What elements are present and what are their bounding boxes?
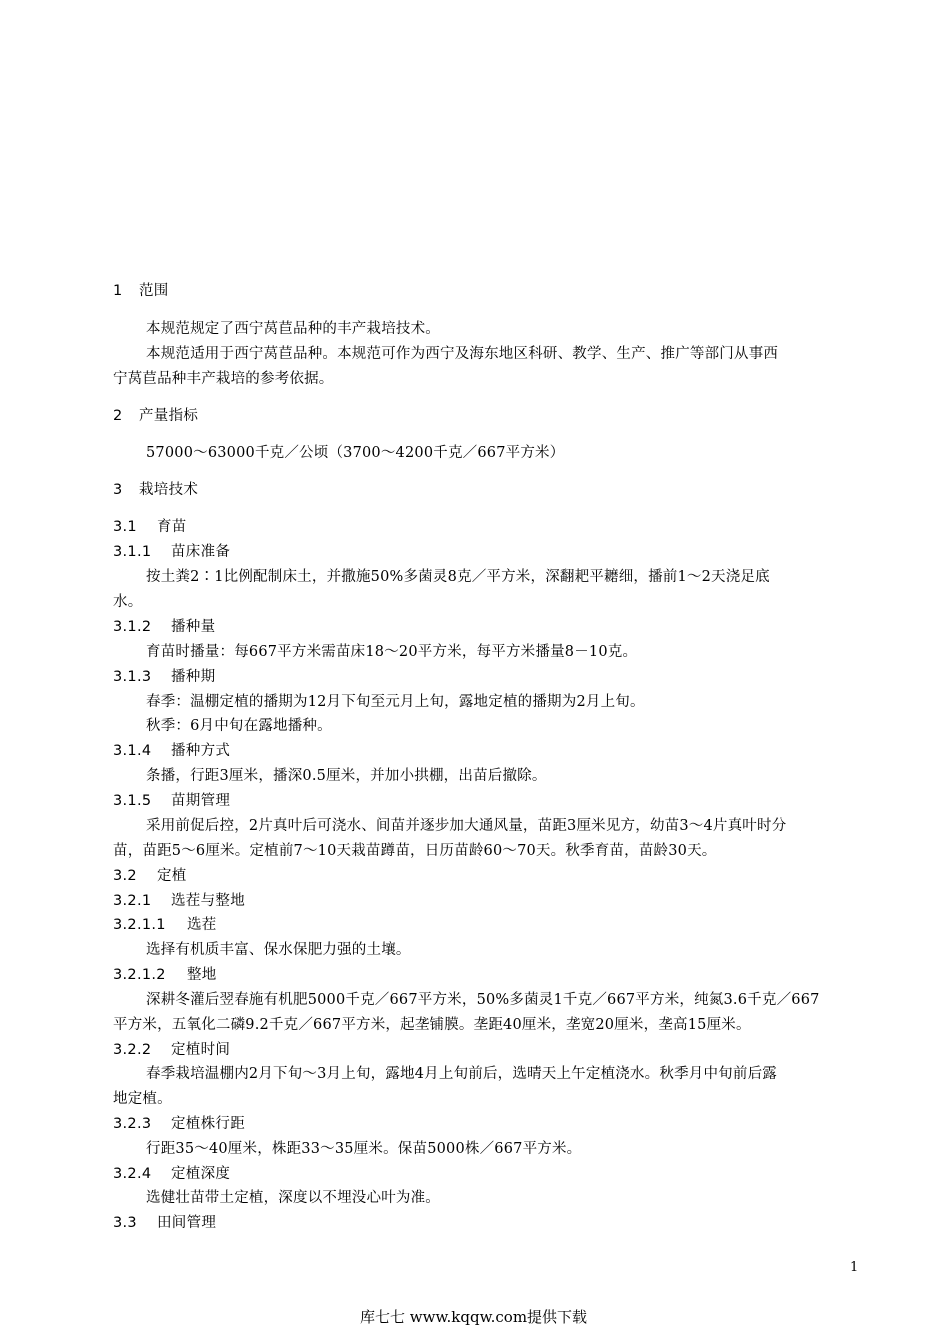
heading-title: 栽培技术	[139, 482, 199, 498]
paragraph: 育苗时播量：每667平方米需苗床18～20平方米，每平方米播量8－10克。	[146, 644, 638, 660]
heading-number: 3.1.5	[113, 793, 152, 809]
paragraph: 选健壮苗带土定植，深度以不埋没心叶为准。	[146, 1190, 440, 1206]
heading-title: 产量指标	[139, 408, 199, 424]
paragraph: 春季：温棚定植的播期为12月下旬至元月上旬，露地定植的播期为2月上旬。	[146, 694, 645, 710]
heading-3-1	[113, 515, 187, 536]
heading-3-1-2	[113, 615, 215, 636]
heading-number: 3.3	[113, 1215, 137, 1231]
heading-title: 苗床准备	[171, 544, 231, 560]
heading-3-2-1-1	[113, 913, 217, 934]
footer-download-note: 库七七 www.kqqw.com提供下载	[360, 1308, 588, 1326]
paragraph-continuation: 苗，苗距5～6厘米。定植前7～10天栽苗蹲苗，日历苗龄60～70天。秋季育苗，苗龄30天。	[113, 843, 717, 859]
heading-number: 2	[113, 408, 123, 424]
heading-number: 3.2.1.2	[113, 967, 166, 983]
paragraph: 选择有机质丰富、保水保肥力强的土壤。	[146, 942, 411, 958]
heading-3-2-2	[113, 1038, 230, 1059]
paragraph-continuation: 水。	[113, 594, 143, 610]
paragraph: 深耕冬灌后翌春施有机肥5000千克／667平方米，50%多菌灵1千克／667平方米，纯氮3.6千克／667	[146, 992, 820, 1008]
heading-3-1-1	[113, 540, 230, 561]
paragraph: 秋季：6月中旬在露地播种。	[146, 718, 332, 734]
heading-title: 选茬与整地	[171, 893, 245, 909]
heading-3-2-3	[113, 1112, 245, 1133]
heading-number: 3.2.3	[113, 1116, 152, 1132]
heading-number: 3.1.3	[113, 669, 152, 685]
heading-3-2	[113, 864, 187, 885]
heading-number: 1	[113, 283, 123, 299]
paragraph: 行距35～40厘米，株距33～35厘米。保苗5000株／667平方米。	[146, 1141, 582, 1157]
heading-title: 播种期	[171, 669, 216, 685]
paragraph: 本规范规定了西宁莴苣品种的丰产栽培技术。	[146, 321, 440, 337]
paragraph-continuation: 地定植。	[113, 1091, 172, 1107]
heading-title: 整地	[187, 967, 217, 983]
heading-number: 3.2	[113, 868, 137, 884]
heading-title: 选茬	[187, 917, 217, 933]
heading-3-1-3	[113, 665, 215, 686]
heading-number: 3	[113, 482, 123, 498]
heading-number: 3.1	[113, 519, 137, 535]
heading-title: 田间管理	[157, 1215, 217, 1231]
heading-3-3	[113, 1211, 216, 1232]
paragraph: 按土粪2∶1比例配制床土，并撒施50%多菌灵8克／平方米，深翻耙平耱细，播前1～2天浇足底	[146, 569, 770, 585]
heading-3-2-1-2	[113, 963, 217, 984]
heading-title: 苗期管理	[171, 793, 231, 809]
heading-number: 3.2.2	[113, 1042, 152, 1058]
heading-number: 3.2.1.1	[113, 917, 166, 933]
paragraph: 采用前促后控，2片真叶后可浇水、间苗并逐步加大通风量，苗距3厘米见方，幼苗3～4片真叶时分	[146, 818, 787, 834]
heading-title: 播种方式	[171, 743, 231, 759]
page-number: 1	[850, 1260, 859, 1275]
paragraph-continuation: 宁莴苣品种丰产栽培的参考依据。	[113, 371, 334, 387]
heading-number: 3.1.2	[113, 619, 152, 635]
heading-title: 播种量	[171, 619, 216, 635]
heading-title: 育苗	[157, 519, 187, 535]
heading-title: 定植	[157, 868, 187, 884]
paragraph: 本规范适用于西宁莴苣品种。本规范可作为西宁及海东地区科研、教学、生产、推广等部门从事西	[146, 346, 779, 362]
heading-3-2-1	[113, 889, 245, 910]
heading-1	[113, 279, 169, 300]
heading-title: 定植深度	[171, 1166, 231, 1182]
heading-3	[113, 478, 198, 499]
paragraph: 条播，行距3厘米，播深0.5厘米，并加小拱棚，出苗后撤除。	[146, 768, 547, 784]
paragraph-continuation: 平方米，五氧化二磷9.2千克／667平方米，起垄铺膜。垄距40厘米，垄宽20厘米，垄高15厘米。	[113, 1017, 751, 1033]
heading-title: 定植时间	[171, 1042, 231, 1058]
heading-3-2-4	[113, 1162, 230, 1183]
heading-2	[113, 404, 198, 425]
heading-title: 定植株行距	[171, 1116, 245, 1132]
heading-title: 范围	[139, 283, 169, 299]
heading-3-1-5	[113, 789, 230, 810]
heading-number: 3.1.4	[113, 743, 152, 759]
heading-number: 3.1.1	[113, 544, 152, 560]
paragraph: 57000～63000千克／公顷（3700～4200千克／667平方米）	[146, 445, 565, 461]
paragraph: 春季栽培温棚内2月下旬～3月上旬，露地4月上旬前后，选晴天上午定植浇水。秋季月中旬前后露	[146, 1066, 777, 1082]
heading-number: 3.2.4	[113, 1166, 152, 1182]
heading-3-1-4	[113, 739, 230, 760]
heading-number: 3.2.1	[113, 893, 152, 909]
